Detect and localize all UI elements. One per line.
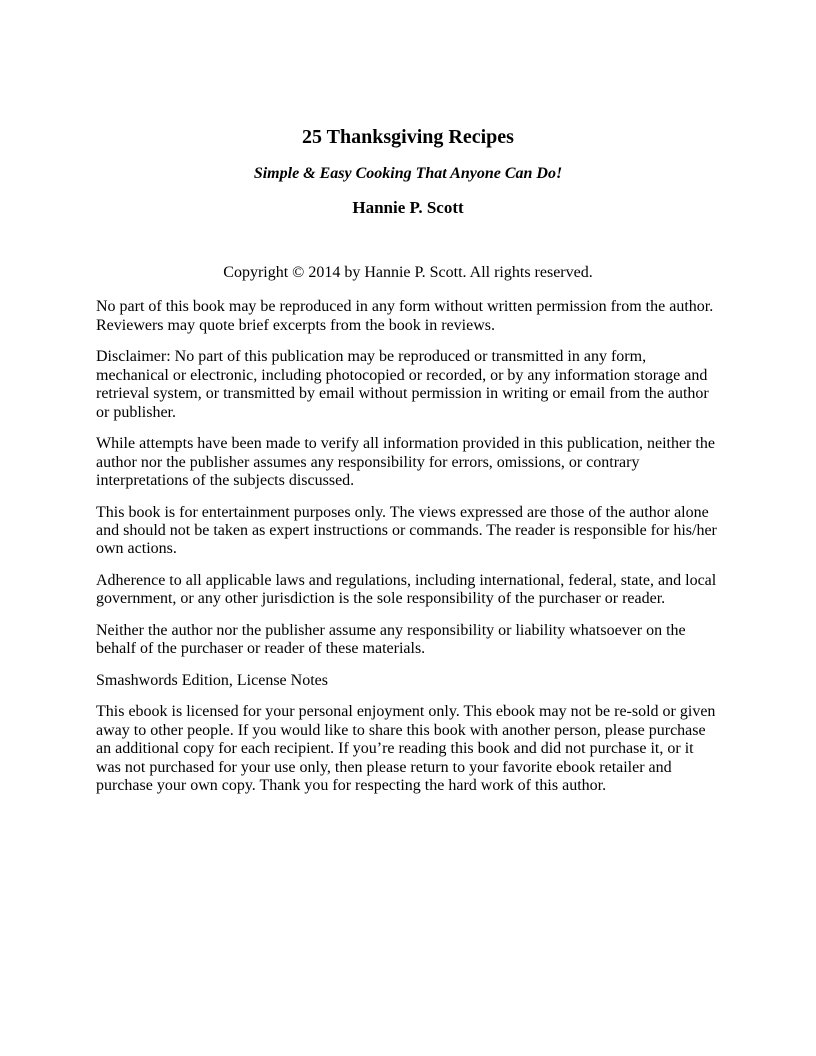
copyright-line: Copyright © 2014 by Hannie P. Scott. All rights reserved. [223, 263, 593, 281]
paragraph-liability: Neither the author nor the publisher assume any responsibility or liability whatsoever on the behalf of the purchaser or reader of these materials. [96, 621, 686, 658]
paragraph-verification-disclaimer: While attempts have been made to verify all information provided in this publication, neither the author nor the publisher assumes any responsibility for errors, omissions, or contrary interpretations of the subjects discussed. [96, 435, 715, 490]
paragraph-disclaimer: Disclaimer: No part of this publication may be reproduced or transmitted in any form, mechanical or electronic, including photocopied or recorded, or by any information storage and retrieval system, or transmitted by email without permission in writing or email from the author or publisher. [96, 348, 709, 421]
front-matter-paragraphs [96, 298, 720, 795]
book-author: Hannie P. Scott [352, 198, 464, 218]
paragraph-laws-adherence: Adherence to all applicable laws and regulations, including international, federal, state, and local government, or any other jurisdiction is the sole responsibility of the purchaser or reader. [96, 571, 717, 608]
paragraph-smashwords-edition: Smashwords Edition, License Notes [96, 671, 328, 689]
paragraph-reproduction-notice: No part of this book may be reproduced in any form without written permission from the author. Reviewers may quote brief excerpts from the book in reviews. [96, 298, 714, 334]
book-subtitle: Simple & Easy Cooking That Anyone Can Do! [253, 165, 563, 182]
book-title: 25 Thanksgiving Recipes [302, 126, 514, 148]
paragraph-entertainment-disclaimer: This book is for entertainment purposes only. The views expressed are those of the author alone and should not be taken as expert instructions or commands. The reader is responsible for his/her own actions. [96, 503, 717, 558]
paragraph-license-notes: This ebook is licensed for your personal enjoyment only. This ebook may not be re-sold or given away to other people. If you would like to share this book with another person, please purchase an additional copy for each recipient. If you’re reading this book and did not purchase it, or it was not purchased for your use only, then please return to your favorite ebook retailer and purchase your own copy. Thank you for respecting the hard work of this author. [96, 703, 716, 795]
